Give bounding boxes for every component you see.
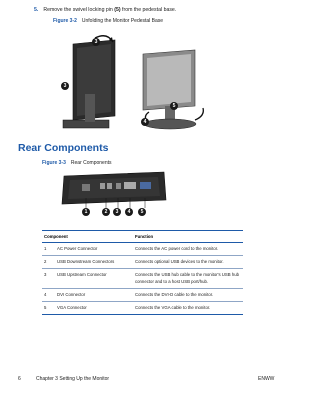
unfolded-monitor bbox=[143, 50, 203, 129]
table-row bbox=[42, 288, 243, 301]
row-function: Connects the USB hub cable to the monitor's USB hub connector and to a host USB port/hub. bbox=[133, 269, 243, 288]
page-number: 6 bbox=[18, 376, 21, 382]
row-function: Connects the AC power cord to the monitor. bbox=[133, 243, 243, 256]
rear-callout-2: 2 bbox=[102, 208, 110, 216]
step-instruction: 5. Remove the swivel locking pin (5) from the pedestal base. bbox=[34, 7, 177, 13]
row-component: AC Power Connector bbox=[55, 243, 133, 256]
section-title: Rear Components bbox=[18, 142, 109, 154]
rear-panel-illustration bbox=[60, 170, 170, 208]
row-component: DVI Connector bbox=[55, 288, 133, 301]
header-component: Component bbox=[42, 231, 133, 243]
rear-callout-3: 3 bbox=[113, 208, 121, 216]
table-row bbox=[42, 243, 243, 256]
row-component: USB Upstream Connector bbox=[55, 269, 133, 288]
table-header-row bbox=[42, 231, 243, 243]
monitor-pedestal-illustration bbox=[55, 34, 245, 132]
row-component: USB Downstream Connectors bbox=[55, 256, 133, 269]
row-component: VGA Connector bbox=[55, 302, 133, 315]
pin-reference: (5) bbox=[114, 7, 121, 13]
row-function: Connects optional USB devices to the monitor. bbox=[133, 256, 243, 269]
row-number: 3 bbox=[42, 269, 55, 288]
rear-callout-4: 4 bbox=[125, 208, 133, 216]
chapter-title: Chapter 3 Setting Up the Monitor bbox=[36, 376, 110, 382]
brand-code: ENWW bbox=[258, 376, 275, 382]
rear-callout-5: 5 bbox=[138, 208, 146, 216]
figure-3-2-caption: Figure 3-2 Unfolding the Monitor Pedestal Base bbox=[53, 18, 164, 24]
table-row bbox=[42, 302, 243, 315]
ac-port-shape bbox=[82, 184, 90, 191]
row-number: 5 bbox=[42, 302, 55, 315]
table-row bbox=[42, 256, 243, 269]
row-function: Connects the DVI-D cable to the monitor. bbox=[133, 288, 243, 301]
step-number: 5. bbox=[34, 7, 39, 13]
callout-5: 5 bbox=[170, 102, 178, 110]
row-number: 1 bbox=[42, 243, 55, 256]
folded-monitor bbox=[63, 36, 115, 128]
row-number: 4 bbox=[42, 288, 55, 301]
callout-3-left: 3 bbox=[61, 82, 69, 90]
header-function: Function bbox=[133, 231, 243, 243]
callout-4: 4 bbox=[141, 118, 149, 126]
row-function: Connects the VGA cable to the monitor. bbox=[133, 302, 243, 315]
figure-3-3-caption: Figure 3-3 Rear Components bbox=[42, 160, 112, 166]
rear-callout-1: 1 bbox=[82, 208, 90, 216]
rear-components-table bbox=[42, 230, 243, 315]
callout-3-top: 3 bbox=[92, 38, 100, 46]
row-number: 2 bbox=[42, 256, 55, 269]
table-row bbox=[42, 269, 243, 288]
